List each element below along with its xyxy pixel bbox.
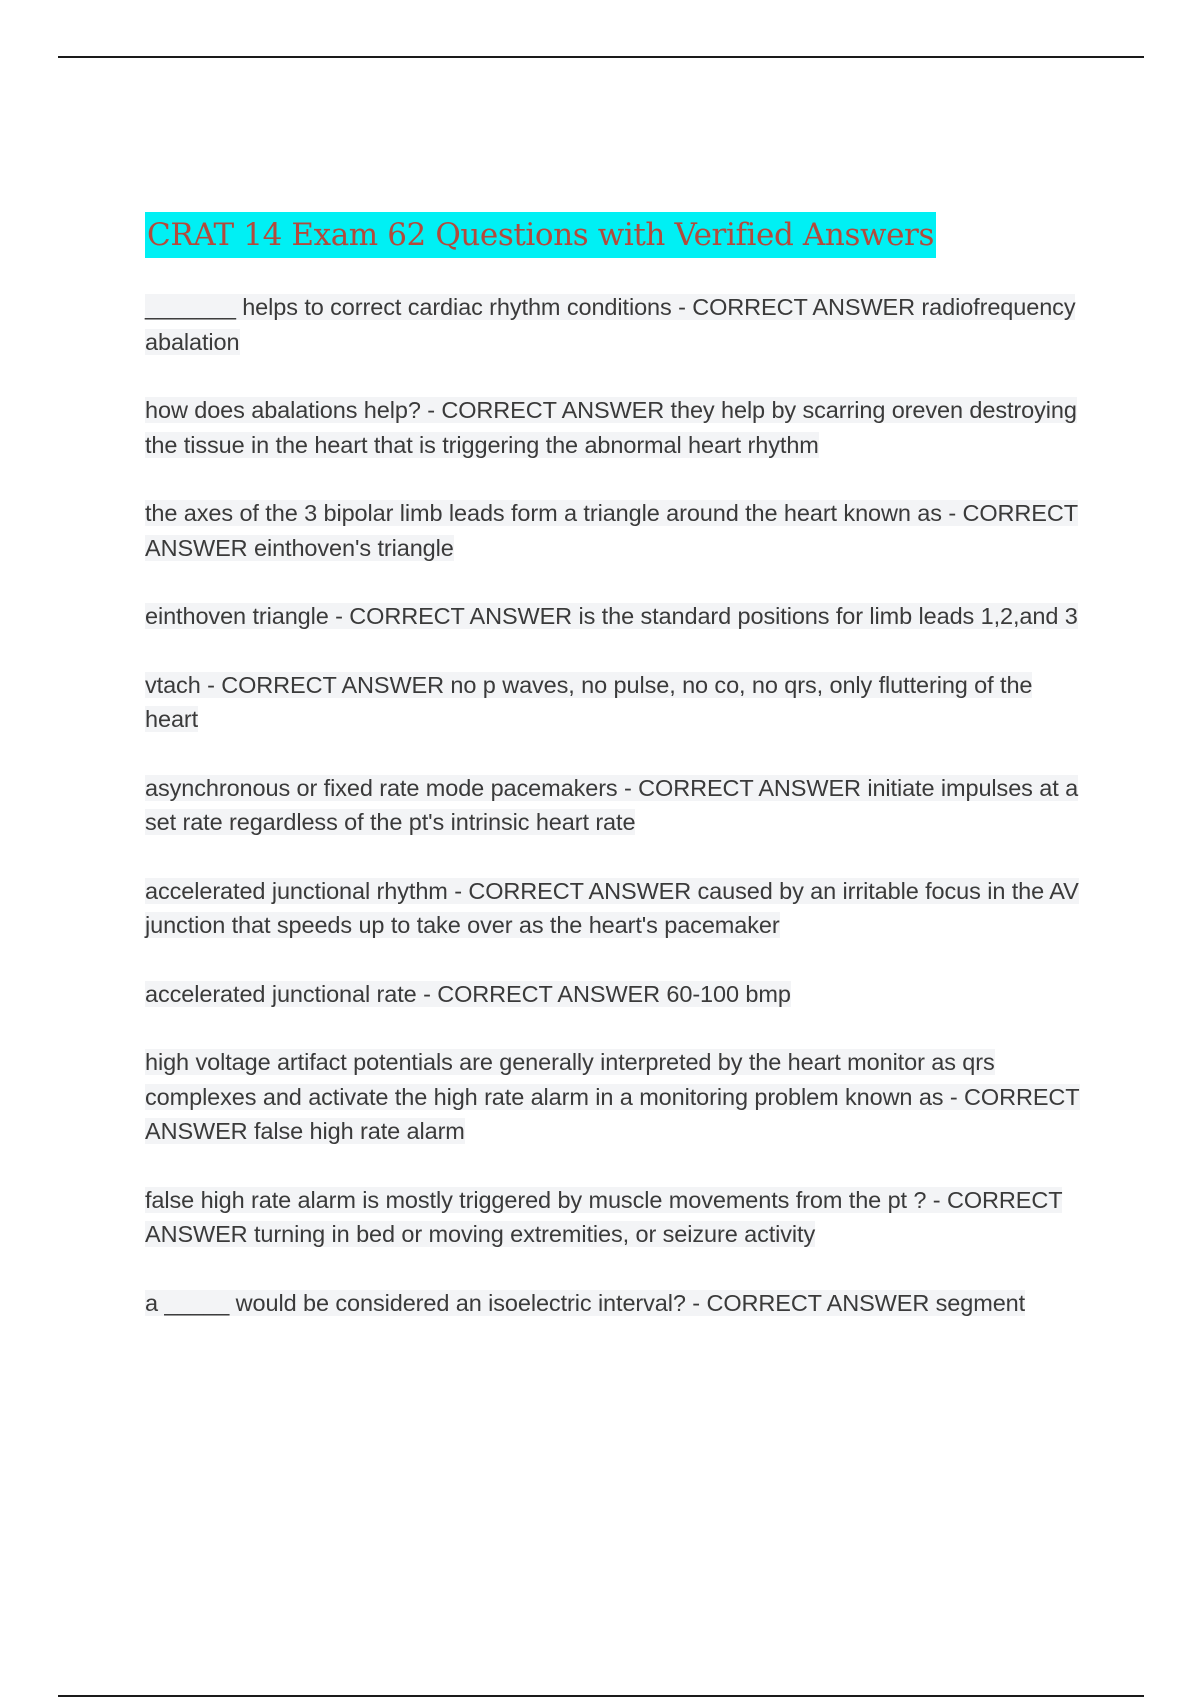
qa-text: einthoven triangle - CORRECT ANSWER is the standard positions for limb leads 1,2,and 3 (145, 603, 1078, 629)
qa-text: asynchronous or fixed rate mode pacemakers - CORRECT ANSWER initiate impulses at a set rate regardless of the pt's intrinsic heart rate (145, 774, 1079, 835)
qa-item (145, 393, 1085, 462)
qa-text: how does abalations help? - CORRECT ANSWER they help by scarring oreven destroying the tissue in the heart that is triggering the abnormal heart rhythm (145, 397, 1077, 458)
qa-item (145, 1045, 1085, 1149)
qa-text: the axes of the 3 bipolar limb leads form a triangle around the heart known as - CORRECT ANSWER einthoven's triangle (145, 500, 1078, 561)
qa-item (145, 771, 1085, 840)
qa-text: _______ helps to correct cardiac rhythm conditions - CORRECT ANSWER radiofrequency abalation (145, 294, 1076, 355)
qa-item (145, 1183, 1085, 1252)
question-answer-list (145, 290, 1085, 1354)
qa-text: vtach - CORRECT ANSWER no p waves, no pulse, no co, no qrs, only fluttering of the heart (145, 671, 1033, 732)
qa-item (145, 599, 1085, 634)
qa-item (145, 290, 1085, 359)
header-rule (58, 56, 1144, 58)
qa-item (145, 874, 1085, 943)
qa-text: accelerated junctional rate - CORRECT ANSWER 60-100 bmp (145, 980, 791, 1007)
footer-rule (58, 1695, 1144, 1697)
document-title: CRAT 14 Exam 62 Questions with Verified Answers (145, 212, 936, 258)
qa-text: a _____ would be considered an isoelectric interval? - CORRECT ANSWER segment (145, 1289, 1026, 1316)
qa-item (145, 977, 1085, 1012)
qa-text: high voltage artifact potentials are generally interpreted by the heart monitor as qrs complexes and activate the high rate alarm in a monitoring problem known as - CORRECT ANSWER false high rate alarm (145, 1049, 1080, 1144)
qa-text: false high rate alarm is mostly triggered by muscle movements from the pt ? - CORRECT ANSWER turning in bed or moving extremities, or seizure activity (145, 1186, 1063, 1247)
qa-text: accelerated junctional rhythm - CORRECT ANSWER caused by an irritable focus in the AV junction that speeds up to take over as the heart's pacemaker (145, 877, 1079, 938)
qa-item (145, 668, 1085, 737)
document-title-block (145, 212, 936, 258)
qa-item (145, 496, 1085, 565)
qa-item (145, 1286, 1085, 1321)
